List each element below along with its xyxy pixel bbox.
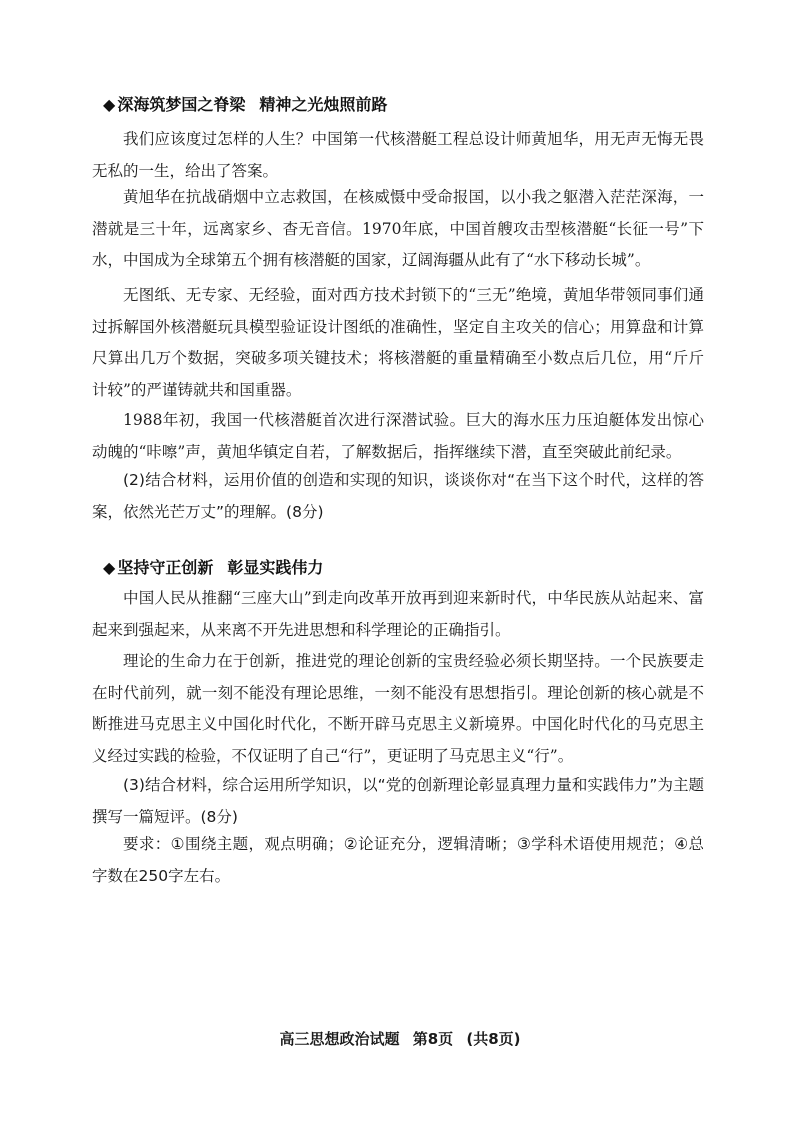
- section1-paragraph-1: 我们应该度过怎样的人生？中国第一代核潜艇工程总设计师黄旭华，用无声无悔无畏无私的一生，给出了答案。: [92, 130, 704, 180]
- section1-paragraph-3: 无图纸、无专家、无经验，面对西方技术封锁下的“三无”绝境，黄旭华带领同事们通过拆解国外核潜艇玩具模型验证设计图纸的准确性，坚定自主攻关的信心；用算盘和计算尺算出几万个数据，突破多项关键技术；将核潜艇的重量精确至小数点后几位，用“斤斤计较”的严谨铸就共和国重器。: [92, 286, 704, 399]
- section1-paragraph-4: 1988年初，我国一代核潜艇首次进行深潜试验。巨大的海水压力压迫艇体发出惊心动魄的“咔嚓”声，黄旭华镇定自若，了解数据后，指挥继续下潜，直至突破此前纪录。: [92, 411, 704, 461]
- section2-title-a: 坚持守正创新: [117, 558, 214, 577]
- footer-title: 高三思想政治试题: [279, 1030, 400, 1048]
- section1-paragraph-2: 黄旭华在抗战硝烟中立志救国，在核威慑中受命报国，以小我之躯潜入茫茫深海，一潜就是三十年，远离家乡、杳无音信。1970年底，中国首艘攻击型核潜艇“长征一号”下水，中国成为全球第五个拥有核潜艇的国家，辽阔海疆从此有了“水下移动长城”。: [92, 188, 704, 269]
- question-3-requirements: 要求：①围绕主题，观点明确；②论证充分，逻辑清晰；③学科术语使用规范；④总字数在250字左右。: [92, 835, 704, 885]
- section2-title-b: 彰显实践伟力: [227, 558, 324, 577]
- diamond-bullet-icon: ◆: [103, 558, 116, 577]
- footer-page-number: 第8页: [412, 1030, 454, 1048]
- footer-total-pages: (共8页): [466, 1030, 521, 1048]
- diamond-bullet-icon: ◆: [103, 95, 116, 114]
- section1-title-a: 深海筑梦国之脊梁: [117, 95, 246, 114]
- question-2: (2)结合材料，运用价值的创造和实现的知识，谈谈你对“在当下这个时代，这样的答案，依然光芒万丈”的理解。(8分): [92, 471, 704, 521]
- section2-paragraph-2: 理论的生命力在于创新，推进党的理论创新的宝贵经验必须长期坚持。一个民族要走在时代前列，就一刻不能没有理论思维，一刻不能没有思想指引。理论创新的核心就是不断推进马克思主义中国化时代化，不断开辟马克思主义新境界。中国化时代化的马克思主义经过实践的检验，不仅证明了自己“行”，更证明了马克思主义“行”。: [92, 652, 704, 765]
- section1-title-b: 精神之光烛照前路: [259, 95, 388, 114]
- question-3: (3)结合材料，综合运用所学知识，以“党的创新理论彰显真理力量和实践伟力”为主题撰写一篇短评。(8分): [92, 776, 704, 826]
- page-footer: [0, 1028, 800, 1049]
- section2-paragraph-1: 中国人民从推翻“三座大山”到走向改革开放再到迎来新时代，中华民族从站起来、富起来到强起来，从来离不开先进思想和科学理论的正确指引。: [92, 589, 704, 639]
- section1-heading: [103, 92, 387, 115]
- section2-heading: [103, 555, 323, 578]
